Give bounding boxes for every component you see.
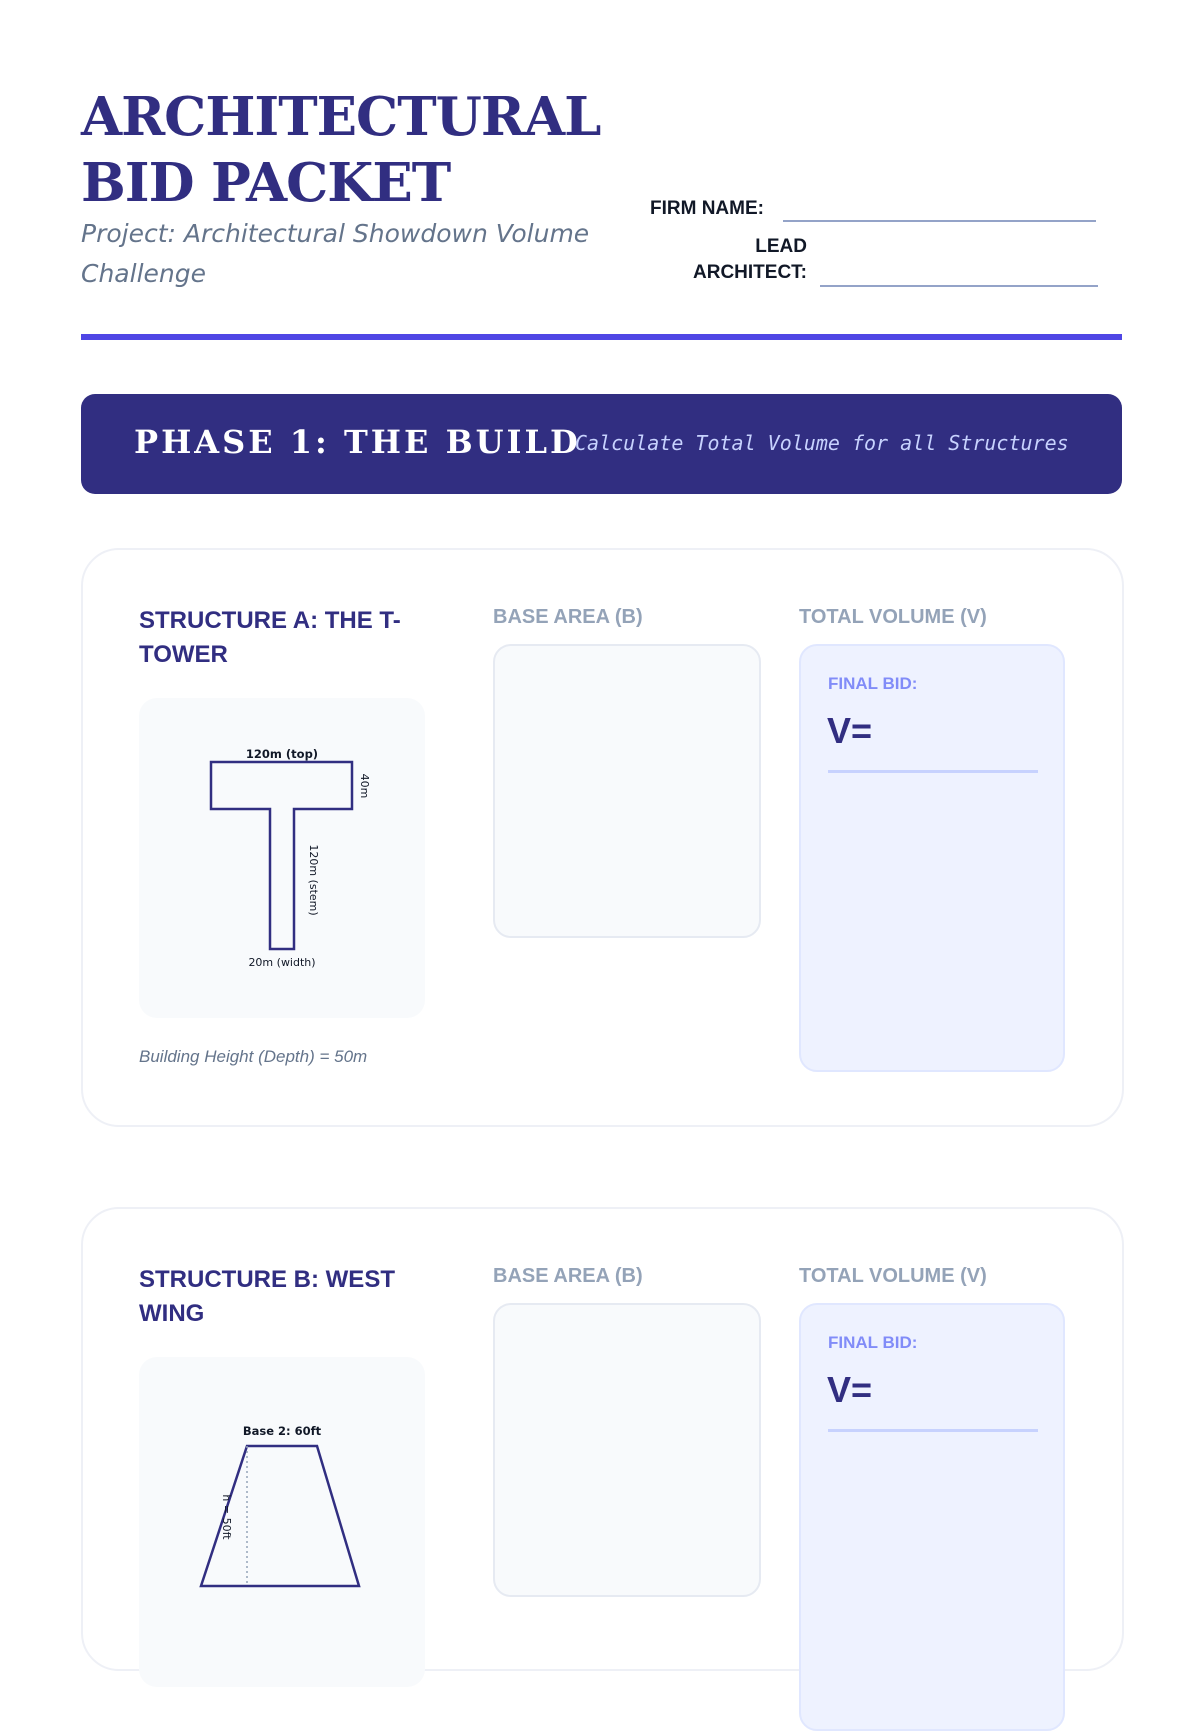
structure-card-a — [81, 548, 1124, 1127]
firm-name-label: FIRM NAME: — [650, 198, 764, 219]
project-subtitle: Project: Architectural Showdown Volume Challenge — [81, 219, 590, 288]
volume-equals-label: V= — [827, 1369, 873, 1410]
base-area-label: BASE AREA (B) — [493, 606, 643, 628]
title-line-2: BID PACKET — [81, 152, 451, 214]
total-volume-box[interactable] — [799, 1303, 1065, 1731]
volume-answer-line[interactable] — [828, 1429, 1038, 1432]
base-area-input[interactable] — [493, 644, 761, 938]
volume-equals-label: V= — [827, 710, 873, 751]
structure-card-b — [81, 1207, 1124, 1671]
firm-name-field[interactable] — [783, 220, 1096, 222]
lead-architect-field[interactable] — [820, 285, 1098, 287]
document-header — [81, 84, 1121, 344]
west-wing-diagram — [139, 1357, 425, 1687]
trapezoid-drawing — [139, 1357, 425, 1687]
dimension-top-label: 120m (top) — [245, 747, 319, 761]
total-volume-label: TOTAL VOLUME (V) — [799, 606, 987, 628]
height-label: h = 50ft — [220, 1494, 233, 1540]
base-area-input[interactable] — [493, 1303, 761, 1597]
header-divider — [81, 334, 1122, 340]
total-volume-box[interactable] — [799, 644, 1065, 1072]
total-volume-label: TOTAL VOLUME (V) — [799, 1265, 987, 1287]
base2-label: Base 2: 60ft — [242, 1424, 322, 1438]
lead-architect-label-line-2: ARCHITECT: — [693, 262, 807, 283]
building-height-note: Building Height (Depth) = 50m — [139, 1047, 368, 1066]
t-shape-outline — [211, 762, 352, 949]
lead-architect-label — [667, 234, 807, 286]
structure-title: STRUCTURE B: WEST WING — [139, 1266, 395, 1327]
volume-answer-line[interactable] — [828, 770, 1038, 773]
final-bid-label: FINAL BID: — [828, 674, 918, 693]
dimension-stem-label: 120m (stem) — [307, 844, 320, 916]
document-title — [81, 84, 641, 216]
phase-instructions: Calculate Total Volume for all Structures — [575, 431, 1069, 455]
dimension-width-label: 20m (width) — [248, 956, 316, 969]
lead-architect-label-line-1: LEAD — [755, 236, 807, 257]
structure-title: STRUCTURE A: THE T-TOWER — [139, 607, 401, 668]
t-tower-diagram — [139, 698, 425, 1018]
dimension-side-label: 40m — [358, 773, 371, 799]
final-bid-label: FINAL BID: — [828, 1333, 918, 1352]
phase-title: PHASE 1: THE BUILD — [134, 423, 581, 461]
phase-banner — [81, 394, 1122, 494]
base-area-label: BASE AREA (B) — [493, 1265, 643, 1287]
title-line-1: ARCHITECTURAL — [81, 86, 601, 148]
t-tower-drawing — [139, 698, 425, 1018]
